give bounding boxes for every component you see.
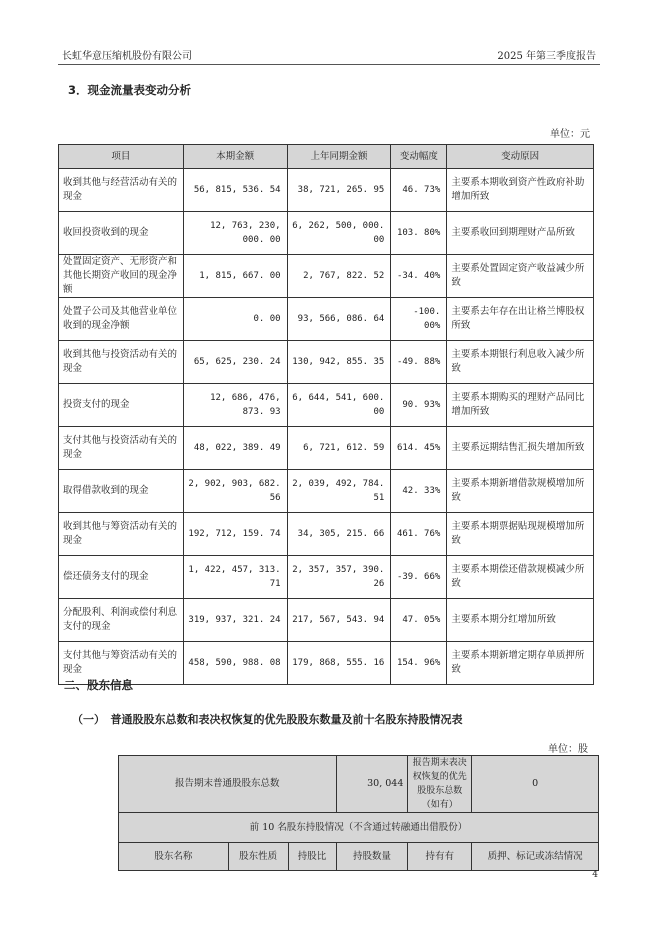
preferred-shareholders-value: 0 [472, 756, 599, 813]
row-item: 支付其他与投资活动有关的现金 [59, 427, 184, 470]
column-header: 持股数量 [336, 843, 408, 871]
row-reason: 主要系本期偿还借款规模减少所致 [447, 556, 594, 599]
row-reason: 主要系收回到期理财产品所致 [447, 212, 594, 255]
column-header: 持股比 [288, 843, 336, 871]
column-header: 股东性质 [228, 843, 288, 871]
subsection-title: （一） 普通股股东总数和表决权恢复的优先股股东数量及前十名股东持股情况表 [72, 713, 463, 726]
row-prior-amount: 38, 721, 265. 95 [287, 169, 391, 212]
row-item: 收回投资收到的现金 [59, 212, 184, 255]
header-company: 长虹华意压缩机股份有限公司 [62, 51, 192, 62]
cashflow-table [58, 144, 594, 685]
row-current-amount: 2, 902, 903, 682. 56 [183, 470, 287, 513]
row-reason: 主要系本期收到资产性政府补助增加所致 [447, 169, 594, 212]
row-item: 处置固定资产、无形资产和其他长期资产收回的现金净额 [59, 255, 184, 298]
table-row [59, 556, 594, 599]
table-row [59, 513, 594, 556]
row-prior-amount: 2, 357, 357, 390. 26 [287, 556, 391, 599]
page-number: 4 [592, 870, 598, 880]
table-header-row [119, 843, 599, 871]
table-row [59, 212, 594, 255]
row-reason: 主要系本期分红增加所致 [447, 599, 594, 642]
table-header-row [59, 145, 594, 169]
row-change-rate: 46. 73% [391, 169, 447, 212]
total-shareholders-value: 30, 044 [336, 756, 408, 813]
row-current-amount: 65, 625, 230. 24 [183, 341, 287, 384]
row-reason: 主要系去年存在出让格兰博股权所致 [447, 298, 594, 341]
row-change-rate: -34. 40% [391, 255, 447, 298]
row-prior-amount: 93, 566, 086. 64 [287, 298, 391, 341]
shareholders-table [118, 755, 599, 871]
table-row [59, 470, 594, 513]
row-change-rate: 90. 93% [391, 384, 447, 427]
total-shareholders-label: 报告期末普通股股东总数 [119, 756, 337, 813]
table-row [59, 341, 594, 384]
preferred-shareholders-label: 报告期末表决权恢复的优先股股东总数（如有） [408, 756, 472, 813]
table-row [59, 298, 594, 341]
row-reason: 主要系本期新增定期存单质押所致 [447, 642, 594, 685]
header-report-title: 2025 年第三季度报告 [497, 51, 596, 62]
header-divider [58, 64, 600, 65]
row-item: 收到其他与投资活动有关的现金 [59, 341, 184, 384]
row-prior-amount: 6, 262, 500, 000. 00 [287, 212, 391, 255]
row-change-rate: -39. 66% [391, 556, 447, 599]
row-current-amount: 192, 712, 159. 74 [183, 513, 287, 556]
row-change-rate: 103. 80% [391, 212, 447, 255]
unit-label-shares: 单位：股 [548, 744, 588, 755]
row-prior-amount: 6, 721, 612. 59 [287, 427, 391, 470]
column-header: 变动幅度 [391, 145, 447, 169]
table-row [59, 642, 594, 685]
row-change-rate: 42. 33% [391, 470, 447, 513]
table-row [59, 384, 594, 427]
row-item: 取得借款收到的现金 [59, 470, 184, 513]
column-header: 质押、标记或冻结情况 [472, 843, 599, 871]
row-prior-amount: 217, 567, 543. 94 [287, 599, 391, 642]
table-row [119, 813, 599, 843]
row-reason: 主要系处置固定资产收益减少所致 [447, 255, 594, 298]
row-prior-amount: 2, 039, 492, 784. 51 [287, 470, 391, 513]
row-change-rate: -49. 88% [391, 341, 447, 384]
section-title-cashflow: 3．现金流量表变动分析 [68, 83, 192, 97]
row-current-amount: 0. 00 [183, 298, 287, 341]
row-prior-amount: 6, 644, 541, 600. 00 [287, 384, 391, 427]
row-change-rate: 461. 76% [391, 513, 447, 556]
row-item: 收到其他与经营活动有关的现金 [59, 169, 184, 212]
row-prior-amount: 2, 767, 822. 52 [287, 255, 391, 298]
row-current-amount: 319, 937, 321. 24 [183, 599, 287, 642]
row-item: 收到其他与筹资活动有关的现金 [59, 513, 184, 556]
row-current-amount: 1, 422, 457, 313. 71 [183, 556, 287, 599]
table-row [59, 255, 594, 298]
row-change-rate: 47. 05% [391, 599, 447, 642]
row-current-amount: 12, 763, 230, 000. 00 [183, 212, 287, 255]
column-header: 变动原因 [447, 145, 594, 169]
row-change-rate: 154. 96% [391, 642, 447, 685]
row-current-amount: 48, 022, 389. 49 [183, 427, 287, 470]
row-current-amount: 458, 590, 988. 08 [183, 642, 287, 685]
row-item: 支付其他与筹资活动有关的现金 [59, 642, 184, 685]
table-row [59, 169, 594, 212]
table-row [59, 427, 594, 470]
row-item: 偿还债务支付的现金 [59, 556, 184, 599]
row-change-rate: -100. 00% [391, 298, 447, 341]
row-prior-amount: 179, 868, 555. 16 [287, 642, 391, 685]
column-header: 持有有 [408, 843, 472, 871]
top10-label: 前 10 名股东持股情况（不含通过转融通出借股份） [119, 813, 599, 843]
table-row [59, 599, 594, 642]
row-item: 投资支付的现金 [59, 384, 184, 427]
row-reason: 主要系远期结售汇损失增加所致 [447, 427, 594, 470]
column-header: 项目 [59, 145, 184, 169]
row-prior-amount: 130, 942, 855. 35 [287, 341, 391, 384]
row-prior-amount: 34, 305, 215. 66 [287, 513, 391, 556]
row-current-amount: 12, 686, 476, 873. 93 [183, 384, 287, 427]
row-reason: 主要系本期新增借款规模增加所致 [447, 470, 594, 513]
row-current-amount: 56, 815, 536. 54 [183, 169, 287, 212]
table-row [119, 756, 599, 813]
row-reason: 主要系本期购买的理财产品同比增加所致 [447, 384, 594, 427]
column-header: 上年同期金额 [287, 145, 391, 169]
row-item: 分配股利、利润或偿付利息支付的现金 [59, 599, 184, 642]
column-header: 本期金额 [183, 145, 287, 169]
column-header: 股东名称 [119, 843, 229, 871]
row-current-amount: 1, 815, 667. 00 [183, 255, 287, 298]
row-reason: 主要系本期银行利息收入减少所致 [447, 341, 594, 384]
row-reason: 主要系本期票据贴现规模增加所致 [447, 513, 594, 556]
unit-label: 单位：元 [550, 129, 590, 140]
row-change-rate: 614. 45% [391, 427, 447, 470]
row-item: 处置子公司及其他营业单位收到的现金净额 [59, 298, 184, 341]
section-title-shareholders: 二、股东信息 [64, 678, 133, 692]
